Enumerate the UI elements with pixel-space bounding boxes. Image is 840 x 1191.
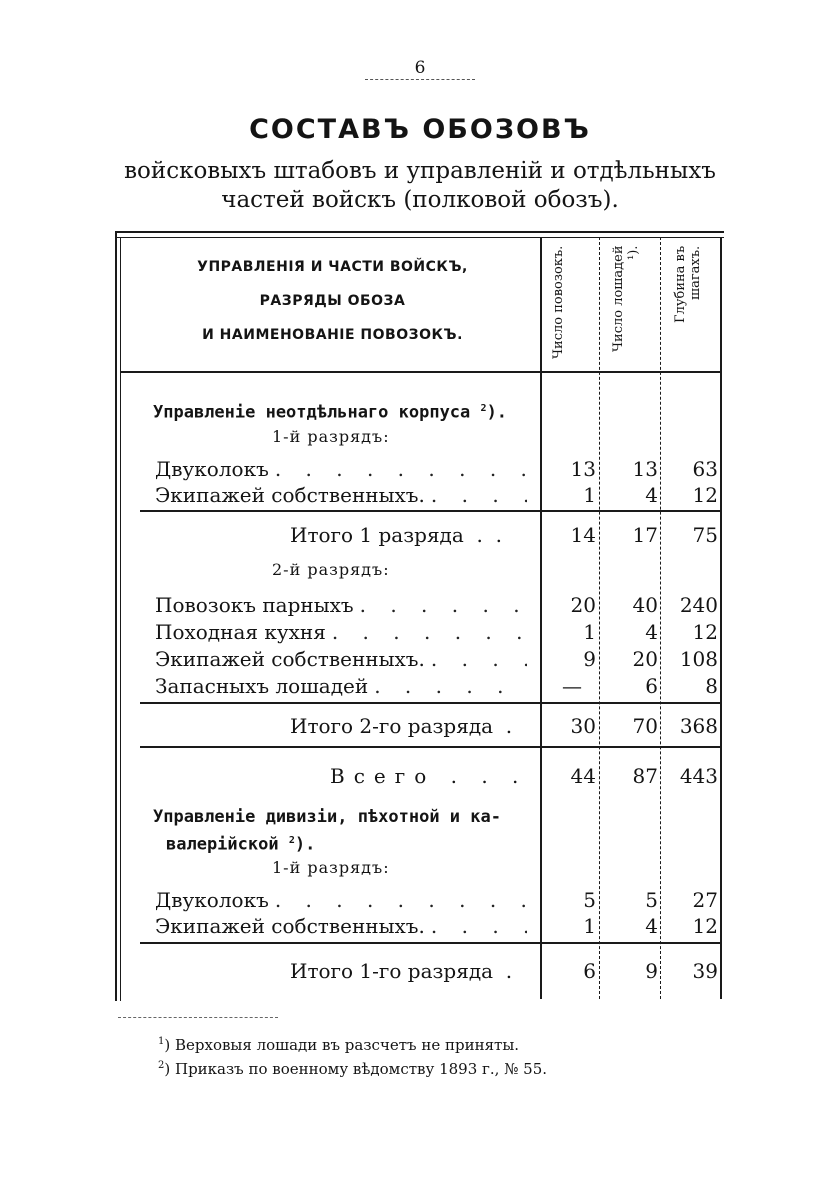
subtitle-line-2: частей войскъ (полковой обозъ).	[221, 187, 619, 213]
header-col-depth: Глубина въ шагахъ.	[673, 246, 703, 324]
row-label: Запасныхъ лошадей . . .	[155, 673, 527, 699]
cell-carts: 44	[570, 764, 596, 788]
cell-horses: 4	[645, 620, 658, 644]
grade-label: 1-й разрядъ:	[272, 427, 390, 446]
subtotal-rule	[140, 702, 722, 704]
cell-depth: 12	[692, 483, 718, 507]
page-number-rule	[365, 79, 475, 80]
cell-horses: 6	[645, 674, 658, 698]
header-main	[130, 250, 535, 352]
cell-carts: 1	[583, 914, 596, 938]
cell-horses: 20	[632, 647, 658, 671]
subtitle-line-1: войсковыхъ штабовъ и управленій и отдѣльныхъ	[124, 158, 716, 184]
cell-depth: 8	[705, 674, 718, 698]
cell-carts: 20	[570, 593, 596, 617]
cell-depth: 63	[692, 457, 718, 481]
header-col-carts: Число повозокъ.	[551, 246, 566, 360]
cell-horses: 4	[645, 483, 658, 507]
cell-carts: 30	[570, 714, 596, 738]
footnote-1: $^1$) Верховыя лошади въ разсчетъ не приняты.	[158, 1036, 520, 1054]
cell-depth: 39	[692, 959, 718, 983]
left-border-inner	[120, 237, 121, 1001]
header-main-line-2: РАЗРЯДЫ ОБОЗА	[259, 293, 406, 309]
column-rule-2	[599, 237, 600, 999]
grade-label: 1-й разрядъ:	[272, 858, 390, 877]
cell-carts: 5	[583, 888, 596, 912]
cell-carts: 1	[583, 620, 596, 644]
cell-carts: 1	[583, 483, 596, 507]
cell-horses: 17	[632, 523, 658, 547]
grade-label: 2-й разрядъ:	[272, 560, 390, 579]
header-main-line-1: УПРАВЛЕНІЯ И ЧАСТИ ВОЙСКЪ,	[197, 259, 468, 275]
table-top-rule	[115, 231, 724, 233]
row-label: Двуколокъ . . .	[155, 887, 527, 913]
cell-horses: 13	[632, 457, 658, 481]
footnote-2: $^2$) Приказъ по военному вѣдомству 1893 г., № 55.	[158, 1060, 548, 1078]
cell-depth: 240	[679, 593, 718, 617]
row-label: Двуколокъ . . .	[155, 456, 527, 482]
section-title-division-line-2: валерійской $^2$).	[166, 834, 316, 855]
header-col-horses: Число лошадей ¹).	[611, 246, 641, 353]
row-label: Экипажей собственныхъ. . . .	[155, 646, 527, 672]
row-label: Экипажей собственныхъ. . . .	[155, 482, 527, 508]
subtotal-rule	[140, 510, 722, 512]
total-rule	[140, 746, 722, 748]
subtotal-rule	[140, 942, 722, 944]
cell-horses: 70	[632, 714, 658, 738]
cell-depth: 368	[679, 714, 718, 738]
column-rule-3	[660, 237, 661, 999]
cell-carts: 6	[583, 959, 596, 983]
total-label: Всего . . .	[330, 764, 528, 788]
cell-carts: 14	[570, 523, 596, 547]
subtotal-label: Итого 1 разряда . .	[290, 523, 502, 547]
cell-depth: 12	[692, 620, 718, 644]
cell-depth: 443	[679, 764, 718, 788]
cell-horses: 4	[645, 914, 658, 938]
cell-horses: 9	[645, 959, 658, 983]
row-label: Повозокъ парныхъ . . .	[155, 592, 527, 618]
cell-horses: 87	[632, 764, 658, 788]
cell-horses: 40	[632, 593, 658, 617]
cell-depth: 12	[692, 914, 718, 938]
section-title-division-line-1: Управленіе дивизіи, пѣхотной и ка-	[153, 807, 501, 827]
cell-depth: 75	[692, 523, 718, 547]
page-title: СОСТАВЪ ОБОЗОВЪ	[249, 114, 591, 145]
column-rule-1	[540, 237, 542, 999]
row-label: Экипажей собственныхъ. . . .	[155, 913, 527, 939]
header-main-line-3: И НАИМЕНОВАНІЕ ПОВОЗОКЪ.	[202, 327, 463, 343]
cell-carts: 13	[570, 457, 596, 481]
cell-depth: 27	[692, 888, 718, 912]
table-top-rule-inner	[115, 237, 724, 238]
row-label: Походная кухня . . .	[155, 619, 527, 645]
cell-depth: 108	[679, 647, 718, 671]
left-border-outer	[115, 231, 117, 1001]
section-title-corps: Управленіе неотдѣльнаго корпуса $^2$).	[153, 402, 508, 423]
cell-carts: 9	[583, 647, 596, 671]
subtotal-label: Итого 1-го разряда .	[290, 959, 513, 983]
right-border	[720, 237, 722, 999]
footnote-rule	[118, 1017, 278, 1018]
header-bottom-rule	[120, 371, 722, 373]
cell-horses: 5	[645, 888, 658, 912]
cell-carts: —	[562, 674, 582, 698]
subtotal-label: Итого 2-го разряда .	[290, 714, 513, 738]
page-number: 6	[414, 58, 426, 78]
